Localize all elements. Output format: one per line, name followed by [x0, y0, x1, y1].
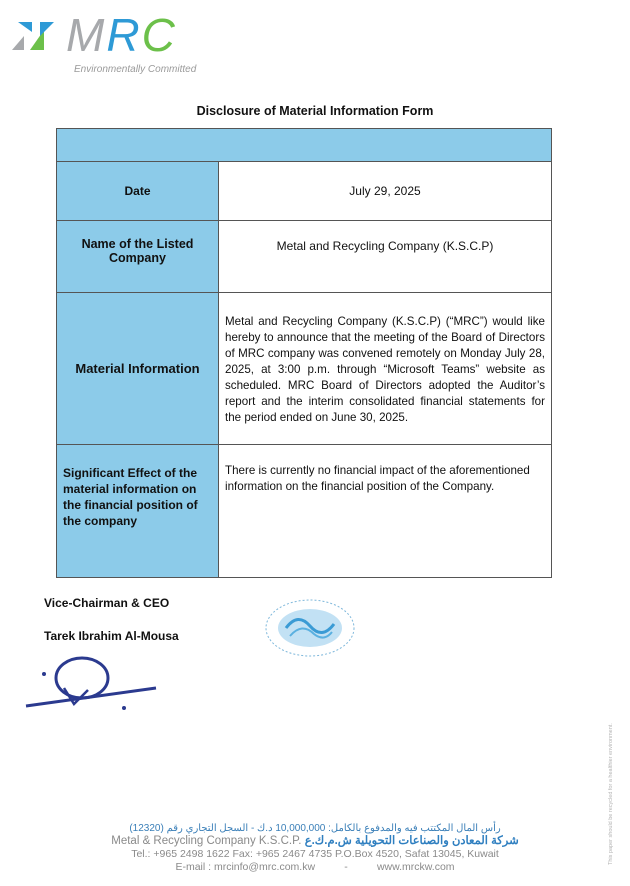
company-logo [10, 9, 210, 80]
footer-email-web [0, 861, 630, 874]
logo-wordmark: MRC [66, 9, 177, 61]
recycle-note [608, 700, 620, 870]
recycle-note-text: This paper should be recycled for a healthier environment. [608, 723, 614, 865]
footer-company [0, 835, 630, 848]
form-row-significant-effect [57, 445, 552, 578]
footer-company-en: Metal & Recycling Company K.S.C.P. [111, 835, 302, 847]
company-name-value: Metal and Recycling Company (K.S.C.P) [219, 221, 552, 293]
footer-separator: - [344, 861, 348, 873]
logo-tagline: Environmentally Committed [74, 64, 197, 75]
document-title: Disclosure of Material Information Form [196, 104, 434, 118]
significant-effect-label: Significant Effect of the material information on the financial position of the company [57, 445, 219, 578]
footer-capital-arabic: رأس المال المكتتب فيه والمدفوع بالكامل: 10,000,000 د.ك - السجل التجاري رقم (12320) [129, 823, 501, 834]
form-row-material-information [57, 293, 552, 445]
signatory-role: Vice-Chairman & CEO [44, 596, 170, 610]
form-row-company-name [57, 221, 552, 293]
signature-icon [24, 652, 164, 712]
company-name-label: Name of the Listed Company [57, 221, 219, 293]
signatory-name: Tarek Ibrahim Al-Mousa [44, 629, 179, 643]
footer-contact: Tel.: +965 2498 1622 Fax: +965 2467 4735 P.O.Box 4520, Safat 13045, Kuwait [131, 848, 499, 860]
form-row-date [57, 162, 552, 221]
significant-effect-value: There is currently no financial impact of the aforementioned information on the financial position of the Company. [219, 445, 552, 578]
footer-company-ar: شركة المعادن والصناعات التحويلية ش.م.ك.ع [304, 835, 519, 847]
disclosure-form-table [56, 128, 552, 578]
footer-email: E-mail : mrcinfo@mrc.com.kw [175, 861, 316, 873]
material-information-value: Metal and Recycling Company (K.S.C.P) (“MRC”) would like hereby to announce that the meeting of the Board of Directors of MRC company was convened remotely on Monday July 28, 2025, at 3:00 p.m. through “Microsoft Teams” website as scheduled. MRC Board of Directors adopted the Auditor’s report and the interim consolidated financial statements for the period ended on June 30, 2025. [219, 293, 552, 445]
material-information-label: Material Information [57, 293, 219, 445]
date-value: July 29, 2025 [219, 162, 552, 221]
company-stamp-icon [262, 598, 358, 658]
form-header-bar [57, 129, 552, 162]
logo-mark-icon [10, 14, 62, 54]
footer-website: www.mrckw.com [376, 861, 455, 873]
letterhead-footer [0, 822, 630, 874]
date-label: Date [57, 162, 219, 221]
